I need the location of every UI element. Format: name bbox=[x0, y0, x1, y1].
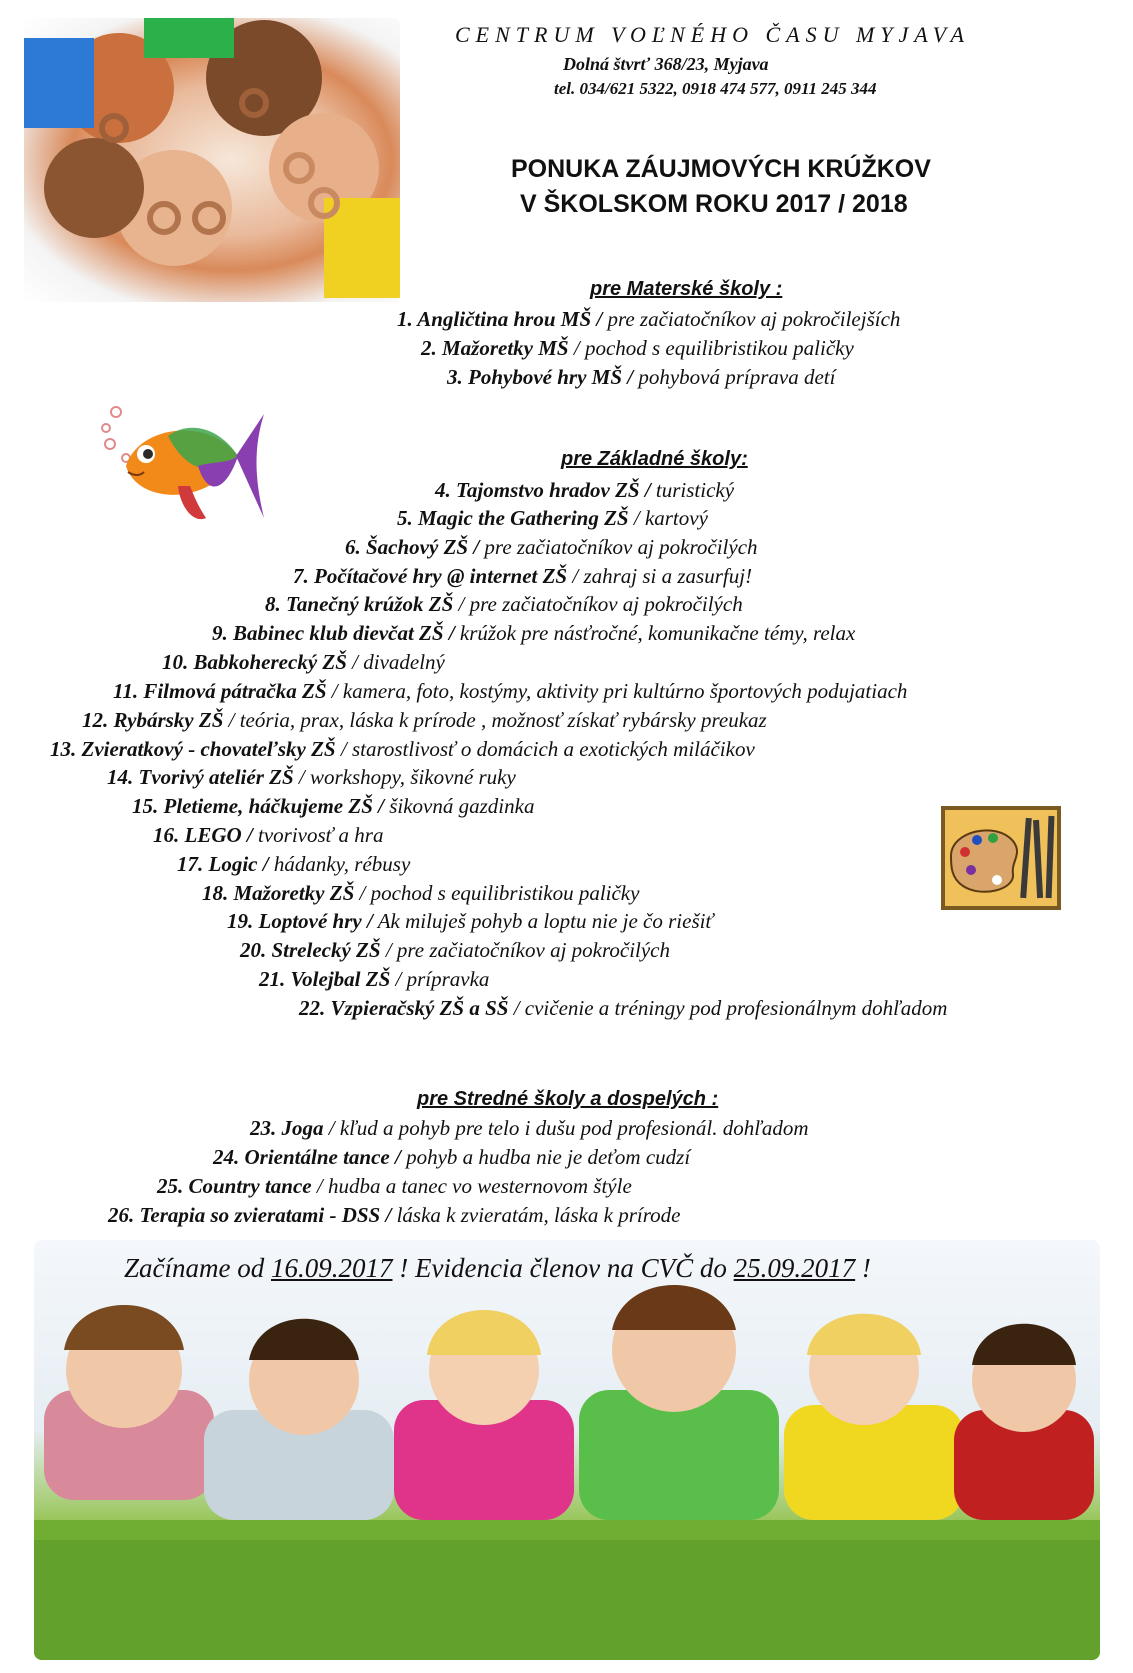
section-heading-ss: pre Stredné školy a dospelých : bbox=[417, 1088, 719, 1110]
list-item: 7. Počítačové hry @ internet ZŠ / zahraj si a zasurfuj! bbox=[293, 564, 753, 588]
list-item: 12. Rybársky ZŠ / teória, prax, láska k prírode , možnosť získať rybársky preukaz bbox=[82, 708, 767, 732]
list-item: 10. Babkoherecký ZŠ / divadelný bbox=[162, 650, 445, 674]
list-item: 9. Babinec klub dievčat ZŠ / krúžok pre násťročné, komunikačne témy, relax bbox=[212, 621, 856, 645]
list-item: 6. Šachový ZŠ / pre začiatočníkov aj pokročilých bbox=[345, 535, 758, 559]
list-item: 8. Tanečný krúžok ZŠ / pre začiatočníkov aj pokročilých bbox=[265, 592, 743, 616]
start-announcement: Začíname od 16.09.2017 ! Evidencia členov na CVČ do 25.09.2017 ! bbox=[124, 1253, 871, 1283]
list-item: 4. Tajomstvo hradov ZŠ / turistický bbox=[435, 478, 735, 502]
list-item: 17. Logic / hádanky, rébusy bbox=[177, 852, 411, 876]
kids-circle-photo bbox=[24, 18, 400, 302]
start-date: 16.09.2017 bbox=[270, 1253, 393, 1283]
fish-icon bbox=[98, 406, 266, 530]
list-item: 21. Volejbal ZŠ / prípravka bbox=[259, 967, 490, 991]
list-item: 5. Magic the Gathering ZŠ / kartový bbox=[397, 506, 708, 530]
list-item: 3. Pohybové hry MŠ / pohybová príprava detí bbox=[447, 365, 836, 389]
page-title-line1: PONUKA ZÁUJMOVÝCH KRÚŽKOV bbox=[511, 155, 931, 183]
paint-palette-icon bbox=[941, 806, 1061, 910]
list-item: 11. Filmová pátračka ZŠ / kamera, foto, kostýmy, aktivity pri kultúrno športových podujatiach bbox=[113, 679, 908, 703]
list-item: 20. Strelecký ZŠ / pre začiatočníkov aj pokročilých bbox=[240, 938, 670, 962]
kids-on-grass-photo bbox=[34, 1240, 1100, 1660]
section-heading-zs: pre Základné školy: bbox=[561, 448, 748, 470]
list-item: 18. Mažoretky ZŠ / pochod s equilibristikou paličky bbox=[202, 881, 640, 905]
list-item: 15. Pletieme, háčkujeme ZŠ / šikovná gazdinka bbox=[132, 794, 535, 818]
list-item: 22. Vzpieračský ZŠ a SŠ / cvičenie a tréningy pod profesionálnym dohľadom bbox=[299, 996, 948, 1020]
org-phone: tel. 034/621 5322, 0918 474 577, 0911 245 344 bbox=[554, 79, 877, 98]
list-item: 19. Loptové hry / Ak miluješ pohyb a loptu nie je čo riešiť bbox=[227, 909, 714, 933]
section-heading-ms: pre Materské školy : bbox=[590, 278, 783, 300]
list-item: 23. Joga / kľud a pohyb pre telo i dušu pod profesionál. dohľadom bbox=[250, 1116, 809, 1140]
org-name: CENTRUM VOĽNÉHO ČASU MYJAVA bbox=[455, 22, 970, 47]
list-item: 26. Terapia so zvieratami - DSS / láska k zvieratám, láska k prírode bbox=[108, 1203, 681, 1227]
list-item: 2. Mažoretky MŠ / pochod s equilibristikou paličky bbox=[421, 336, 854, 360]
list-item: 24. Orientálne tance / pohyb a hudba nie je deťom cudzí bbox=[213, 1145, 691, 1169]
list-item: 14. Tvorivý ateliér ZŠ / workshopy, šikovné ruky bbox=[107, 765, 516, 789]
org-address: Dolná štvrť 368/23, Myjava bbox=[563, 54, 769, 74]
list-item: 16. LEGO / tvorivosť a hra bbox=[153, 823, 384, 847]
page-title-line2: V ŠKOLSKOM ROKU 2017 / 2018 bbox=[520, 190, 908, 218]
registration-deadline: 25.09.2017 bbox=[733, 1253, 856, 1283]
list-item: 1. Angličtina hrou MŠ / pre začiatočníkov aj pokročilejších bbox=[397, 307, 901, 331]
list-item: 13. Zvieratkový - chovateľsky ZŠ / starostlivosť o domácich a exotických miláčikov bbox=[50, 737, 755, 761]
list-item: 25. Country tance / hudba a tanec vo westernovom štýle bbox=[157, 1174, 632, 1198]
